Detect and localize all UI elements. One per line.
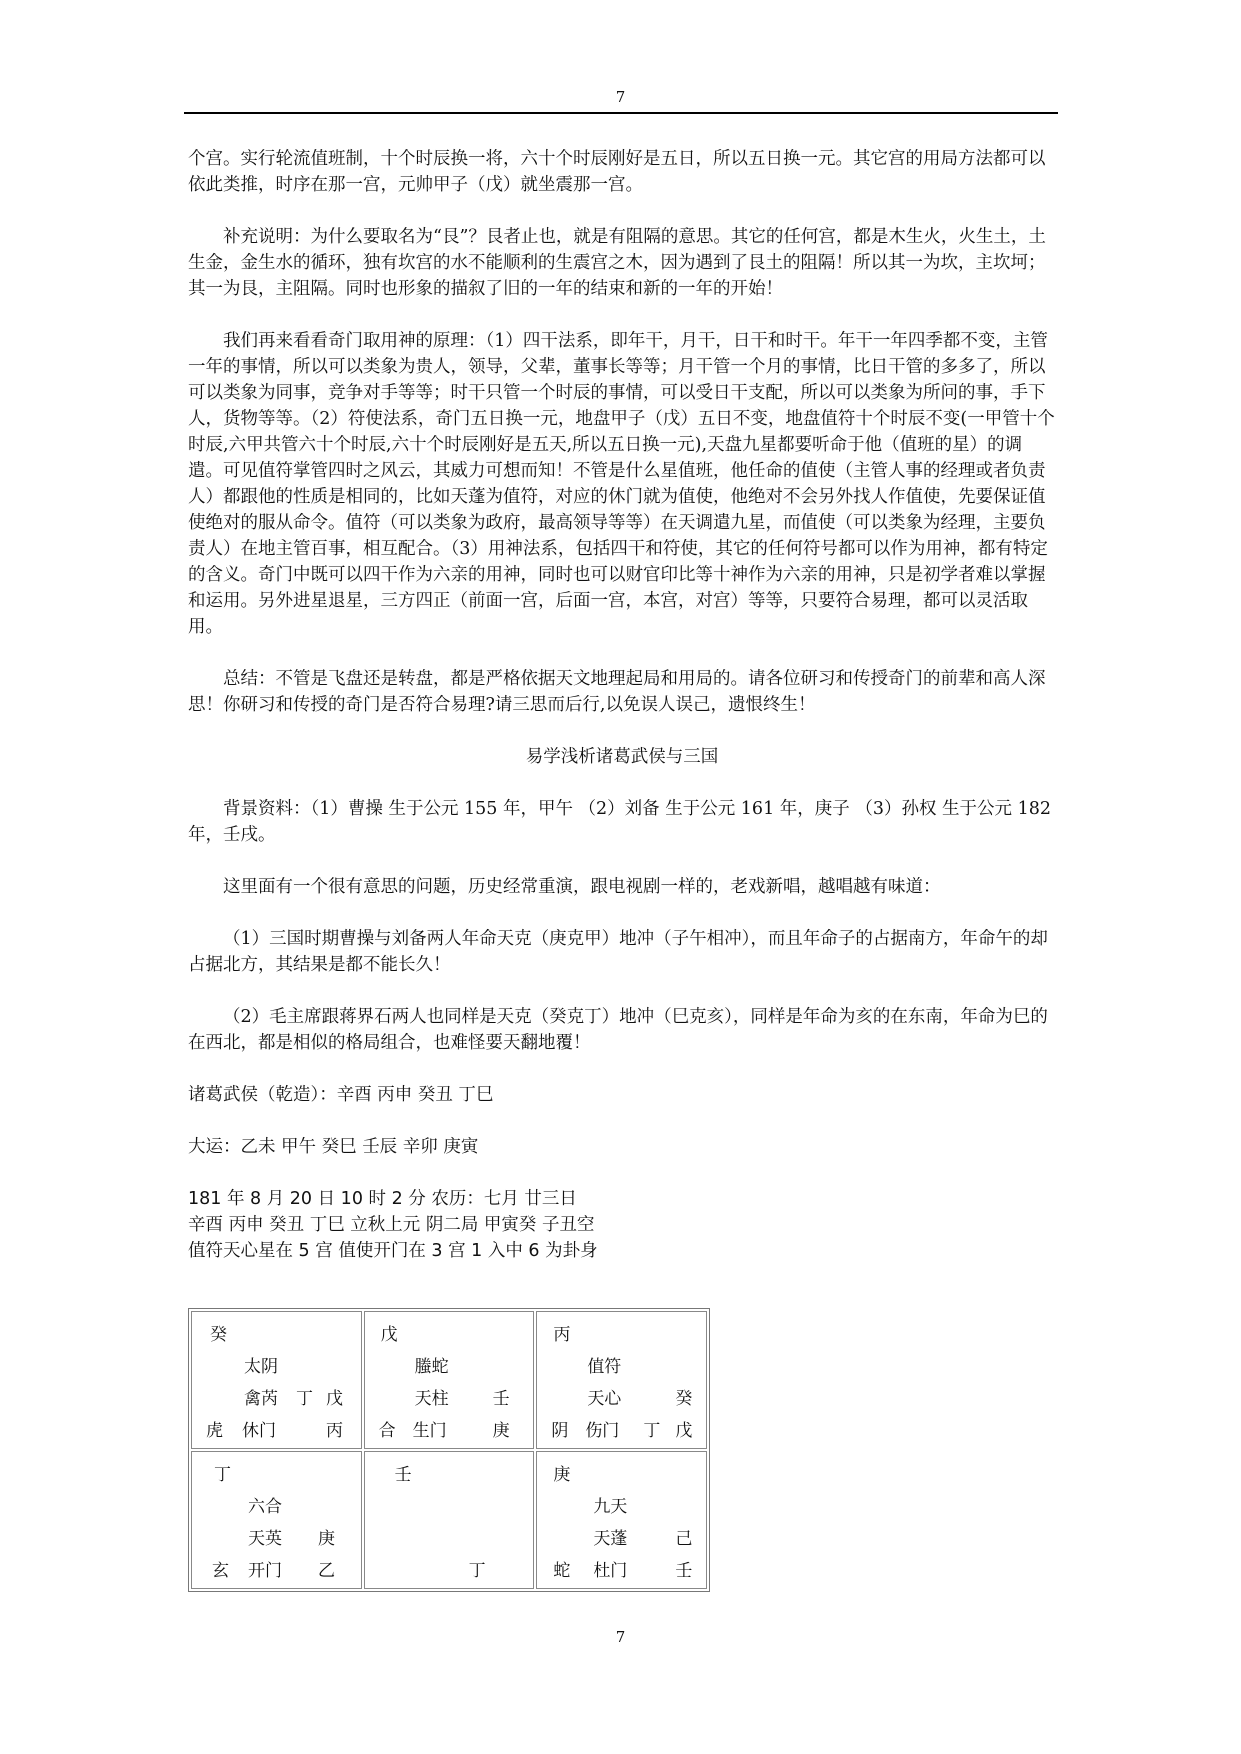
palace-star: 禽芮: [244, 1389, 278, 1409]
palace-deity: 值符: [587, 1357, 622, 1377]
palace-earth-stem: 乙: [318, 1561, 335, 1581]
paragraph-principle: 我们再来看看奇门取用神的原理：（1）四干法系，即年干，月干，日干和时干。年干一年四季都不变，主管一年的事情，所以可以类象为贵人，领导，父辈，董事长等等；月干管一个月的事情，比日干管的多多了，所以可以类象为同事，竞争对手等等；时干只管一个时辰的事情，可以受日干支配，所以可以类象为所问的事，手下人，货物等等。（2）符使法系，奇门五日换一元，地盘甲子（戊）五日不变，地盘值符十个时辰不变(一甲管十个时辰,六甲共管六十个时辰,六十个时辰刚好是五天,所以五日换一元),天盘九星都要听命于他（值班的星）的调遣。可见值符掌管四时之风云，其威力可想而知！不管是什么星值班，他任命的值使（主管人事的经理或者负责人）都跟他的性质是相同的，比如天蓬为值符，对应的休门就为值使，他绝对不会另外找人作值使，先要保证值使绝对的服从命令。值符（可以类象为政府，最高领导等等）在天调遣九星，而值使（可以类象为经理，主要负责人）在地主管百事，相互配合。（3）用神法系，包括四干和符使，其它的任何符号都可以作为用神，都有特定的含义。奇门中既可以四干作为六亲的用神，同时也可以财官印比等十神作为六亲的用神，只是初学者难以掌握和运用。另外进星退星，三方四正（前面一宫，后面一宫，本宫，对宫）等等，只要符合易理，都可以灵活取用。: [188, 331, 1055, 637]
palace-side-deity: 合: [378, 1421, 396, 1441]
palace-deity: 太阴: [244, 1357, 278, 1377]
palace-door: 生门: [412, 1421, 447, 1441]
palace-earth-stem: 庚: [492, 1421, 510, 1441]
palace-deity: 螣蛇: [414, 1357, 449, 1377]
page-number-top: 7: [615, 88, 626, 106]
palace-stem-2: 戊: [326, 1389, 343, 1409]
paragraph-date: 181 年 8 月 20 日 10 时 2 分 农历：七月 廿三日: [188, 1189, 577, 1209]
palace-heaven-stem: 癸: [210, 1325, 227, 1345]
palace-side-deity: 虎: [206, 1421, 223, 1441]
palace-stem-1: 壬: [492, 1389, 510, 1409]
paragraph-chart-subject: 诸葛武侯（乾造）：辛酉 丙申 癸丑 丁巳: [188, 1085, 494, 1105]
paragraph-supplement: 补充说明：为什么要取名为“艮”？艮者止也，就是有阻隔的意思。其它的任何宫，都是木生火，火生土，土生金，金生水的循环，独有坎宫的水不能顺利的生震宫之木，因为遇到了艮土的阻隔！所以其一为坎，主坎坷；其一为艮，主阻隔。同时也形象的描叙了旧的一年的结束和新的一年的开始！: [188, 227, 1046, 299]
paragraph-background: 背景资料：（1）曹操 生于公元 155 年，甲午 （2）刘备 生于公元 161 年，庚子 （3）孙权 生于公元 182 年，壬戌。: [188, 799, 1051, 845]
palace-earth-stem-1: 丁: [643, 1421, 661, 1441]
palace-heaven-stem: 丙: [553, 1325, 571, 1345]
paragraph-zhifu: 值符天心星在 5 宫 值使开门在 3 宫 1 入中 6 为卦身: [188, 1241, 598, 1261]
palace-mid-left: [191, 1451, 362, 1589]
qimen-chart-table: [188, 1308, 710, 1592]
palace-stem-1: 庚: [318, 1529, 335, 1549]
palace-heaven-stem: 壬: [394, 1465, 412, 1485]
palace-star: 天柱: [414, 1389, 449, 1409]
paragraph-luck-cycles: 大运：乙未 甲午 癸巳 壬辰 辛卯 庚寅: [188, 1137, 479, 1157]
palace-top-right: [536, 1311, 707, 1449]
palace-star: 天英: [248, 1529, 282, 1549]
palace-deity: 九天: [593, 1497, 628, 1517]
palace-earth-stem: 壬: [675, 1561, 693, 1581]
palace-heaven-stem: 戊: [380, 1325, 398, 1345]
palace-center: [364, 1451, 535, 1589]
palace-earth-stem-2: 戊: [675, 1421, 693, 1441]
palace-mid-right: [536, 1451, 707, 1589]
paragraph-pillars: 辛酉 丙申 癸丑 丁巳 立秋上元 阴二局 甲寅癸 子丑空: [188, 1215, 595, 1235]
palace-top-mid: [364, 1311, 535, 1449]
paragraph-1: 个宫。实行轮流值班制，十个时辰换一将，六十个时辰刚好是五日，所以五日换一元。其它宫的用局方法都可以依此类推，时序在那一宫，元帅甲子（戊）就坐震那一宫。: [188, 149, 1046, 195]
palace-star: 天心: [587, 1389, 622, 1409]
palace-side-deity: 阴: [551, 1421, 569, 1441]
palace-side-deity: 蛇: [553, 1561, 571, 1581]
palace-door: 开门: [248, 1561, 282, 1581]
palace-stem-1: 癸: [675, 1389, 693, 1409]
page-content: [188, 146, 1056, 1264]
palace-top-left: [191, 1311, 362, 1449]
page-number-bottom: 7: [615, 1628, 626, 1646]
palace-door: 伤门: [585, 1421, 620, 1441]
paragraph-intro: 这里面有一个很有意思的问题，历史经常重演，跟电视剧一样的，老戏新唱，越唱越有味道：: [223, 877, 941, 897]
palace-side-deity: 玄: [212, 1561, 229, 1581]
palace-heaven-stem: 丁: [214, 1465, 231, 1485]
palace-heaven-stem: 庚: [553, 1465, 571, 1485]
palace-door: 杜门: [593, 1561, 628, 1581]
palace-stem-1: 己: [675, 1529, 693, 1549]
paragraph-summary: 总结：不管是飞盘还是转盘，都是严格依据天文地理起局和用局的。请各位研习和传授奇门的前辈和高人深思！你研习和传授的奇门是否符合易理?请三思而后行,以免误人误己，遗恨终生！: [188, 669, 1046, 715]
header-rule: [184, 112, 1058, 114]
palace-earth-stem: 丁: [468, 1561, 486, 1581]
palace-star: 天蓬: [593, 1529, 628, 1549]
section-title: 易学浅析诸葛武侯与三国: [525, 747, 719, 767]
palace-earth-stem: 丙: [326, 1421, 343, 1441]
palace-stem-1: 丁: [296, 1389, 313, 1409]
palace-deity: 六合: [248, 1497, 282, 1517]
paragraph-point-1: （1）三国时期曹操与刘备两人年命天克（庚克甲）地冲（子午相冲），而且年命子的占据南方，年命午的却占据北方，其结果是都不能长久！: [188, 929, 1048, 975]
paragraph-point-2: （2）毛主席跟蒋界石两人也同样是天克（癸克丁）地冲（巳克亥），同样是年命为亥的在东南，年命为巳的在西北，都是相似的格局组合，也难怪要天翻地覆！: [188, 1007, 1048, 1053]
palace-door: 休门: [242, 1421, 276, 1441]
